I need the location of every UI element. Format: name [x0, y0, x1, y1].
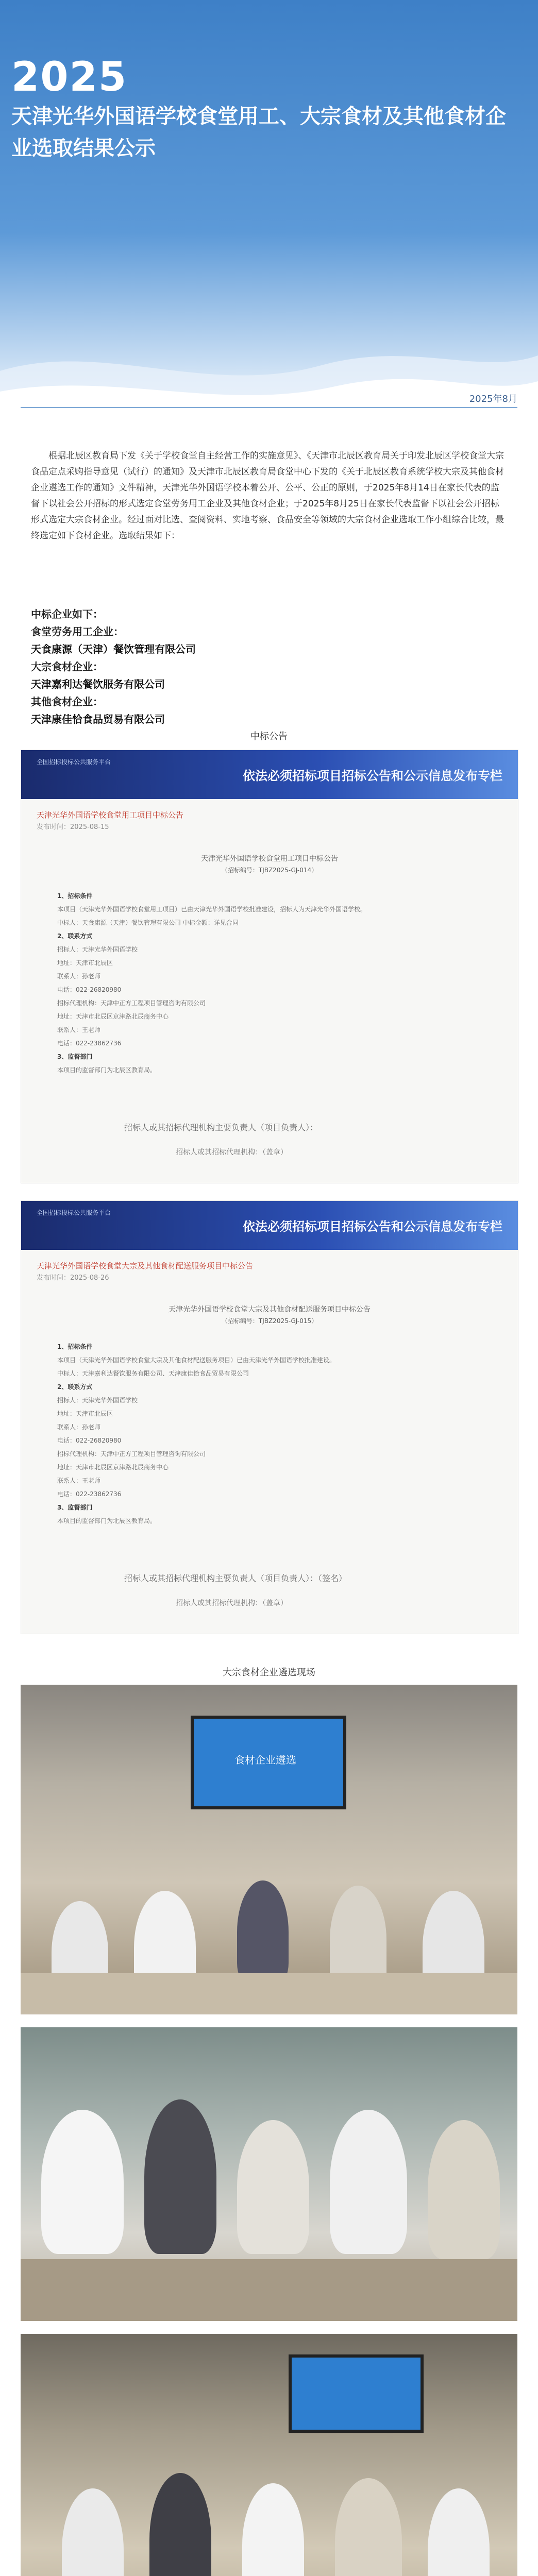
- event-photo-2: [21, 2027, 517, 2321]
- doc-line: 2、联系方式: [57, 1383, 93, 1391]
- doc-line: 3、监督部门: [57, 1504, 93, 1511]
- banner-small-text: 全国招标投标公共服务平台: [37, 758, 111, 766]
- intro-paragraph: 根据北辰区教育局下发《关于学校食堂自主经营工作的实施意见》、《天津市北辰区教育局关于印发北辰区学校食堂大宗食品定点采购指导意见（试行）的通知》及天津市北辰区教育局食堂中心下发的《关于北辰区教育系统学校大宗及其他食材企业遴选工作的通知》文件精神，天津光华外国语学校本着公开、公平、公正的原则，于2025年8月14日在家长代表的监督下以社会公开招标的形式选定食堂劳务用工企业及其他食材企业；于2025年8月25日在家长代表监督下以社会公开招标形式选定大宗食材企业。经过面对比选、查阅资料、实地考察、食品安全等领域的大宗食材企业选取工作小组综合比较，最终选定如下食材企业。选取结果如下：: [31, 451, 504, 541]
- doc-line: 2、联系方式: [57, 933, 93, 940]
- doc-line: 地址：天津市北辰区京津路北辰商务中心: [57, 1464, 169, 1471]
- year-heading: 2025: [11, 54, 128, 100]
- doc-line: 本项目（天津光华外国语学校食堂用工项目）已由天津光华外国语学校批准建设，招标人为天津光华外国语学校。: [57, 906, 367, 913]
- list-category: 食堂劳务用工企业：: [31, 625, 124, 638]
- event-photo-3: [21, 2334, 517, 2576]
- doc-line: 地址：天津市北辰区: [57, 959, 113, 967]
- doc-line: 招标人：天津光华外国语学校: [57, 946, 138, 953]
- doc-line: 电话：022-26820980: [57, 1437, 122, 1444]
- doc-subheading: （招标编号：TJBZ2025-GJ-014）: [221, 867, 318, 874]
- doc-line: 中标人：天津嘉利达餐饮服务有限公司、天津康佳恰食品贸易有限公司: [57, 1370, 249, 1377]
- doc-line: 本项目的监督部门为北辰区教育局。: [57, 1517, 157, 1524]
- doc-line: 1、招标条件: [57, 892, 93, 900]
- doc-seal-line: 招标人或其招标代理机构：（盖章）: [176, 1148, 288, 1157]
- doc-line: 联系人：王老师: [57, 1477, 101, 1484]
- doc-line: 电话：022-23862736: [57, 1040, 122, 1047]
- banner-title: 依法必须招标项目招标公告和公示信息发布专栏: [243, 769, 502, 783]
- banner-title: 依法必须招标项目招标公告和公示信息发布专栏: [243, 1219, 502, 1234]
- doc-line: 联系人：孙老师: [57, 973, 101, 980]
- doc-date: 发布时间：2025-08-15: [37, 823, 109, 831]
- list-company: 天津康佳恰食品贸易有限公司: [31, 713, 165, 725]
- doc-line: 联系人：王老师: [57, 1026, 101, 1033]
- banner-small-text: 全国招标投标公共服务平台: [37, 1209, 111, 1216]
- doc-line: 招标代理机构：天津中正方工程项目管理咨询有限公司: [57, 1450, 206, 1458]
- doc-line: 招标人：天津光华外国语学校: [57, 1397, 138, 1404]
- doc-line: 地址：天津市北辰区: [57, 1410, 113, 1417]
- notice-document-1: [21, 750, 518, 1183]
- doc-signature: 招标人或其招标代理机构主要负责人（项目负责人）：（签名）: [124, 1573, 347, 1583]
- doc-signature: 招标人或其招标代理机构主要负责人（项目负责人）：: [124, 1123, 318, 1132]
- doc-banner: [21, 1201, 518, 1250]
- projector-screen: [289, 2354, 424, 2433]
- doc-line: 本项目（天津光华外国语学校食堂大宗及其他食材配送服务项目）已由天津光华外国语学校批准建设。: [57, 1357, 336, 1364]
- doc-seal-line: 招标人或其招标代理机构：（盖章）: [176, 1599, 288, 1607]
- publish-date: 2025年8月: [469, 394, 517, 404]
- doc-heading: 天津光华外国语学校食堂用工项目中标公告: [201, 855, 338, 863]
- doc-body: [57, 889, 490, 1077]
- doc-subheading: （招标编号：TJBZ2025-GJ-015）: [221, 1317, 318, 1325]
- doc-line: 联系人：孙老师: [57, 1423, 101, 1431]
- doc-line: 3、监督部门: [57, 1053, 93, 1060]
- doc-tag: 天津光华外国语学校食堂用工项目中标公告: [37, 810, 184, 820]
- doc-line: 电话：022-26820980: [57, 986, 122, 993]
- doc-date: 发布时间：2025-08-26: [37, 1274, 109, 1282]
- list-category: 其他食材企业：: [31, 696, 103, 708]
- doc-line: 中标人：天食康源（天津）餐饮管理有限公司 中标金额：详见合同: [57, 919, 239, 926]
- hero-header: [0, 0, 538, 422]
- section-caption-photos: 大宗食材企业遴选现场: [223, 1667, 315, 1678]
- doc-line: 1、招标条件: [57, 1343, 93, 1350]
- doc-body: [57, 1340, 490, 1528]
- list-category: 大宗食材企业：: [31, 660, 103, 673]
- doc-line: 招标代理机构：天津中正方工程项目管理咨询有限公司: [57, 999, 206, 1007]
- winner-list: [31, 605, 299, 728]
- hero-wave-decoration: [0, 309, 538, 422]
- doc-tag: 天津光华外国语学校食堂大宗及其他食材配送服务项目中标公告: [37, 1261, 254, 1270]
- list-company: 天津嘉利达餐饮服务有限公司: [31, 678, 165, 690]
- doc-line: 地址：天津市北辰区京津路北辰商务中心: [57, 1013, 169, 1020]
- page-title: 天津光华外国语学校食堂用工、大宗食材及其他食材企业选取结果公示: [11, 105, 506, 160]
- section-caption-notices: 中标公告: [250, 731, 288, 742]
- doc-heading: 天津光华外国语学校食堂大宗及其他食材配送服务项目中标公告: [169, 1306, 371, 1314]
- divider: [21, 407, 517, 408]
- list-heading: 中标企业如下：: [31, 608, 103, 620]
- list-company: 天食康源（天津）餐饮管理有限公司: [31, 643, 196, 655]
- screen-text: 食材企业遴选: [234, 1754, 296, 1766]
- doc-line: 电话：022-23862736: [57, 1490, 122, 1498]
- doc-banner: [21, 750, 518, 799]
- notice-document-2: [21, 1200, 518, 1634]
- doc-line: 本项目的监督部门为北辰区教育局。: [57, 1066, 157, 1074]
- event-photo-1: [21, 1685, 517, 2014]
